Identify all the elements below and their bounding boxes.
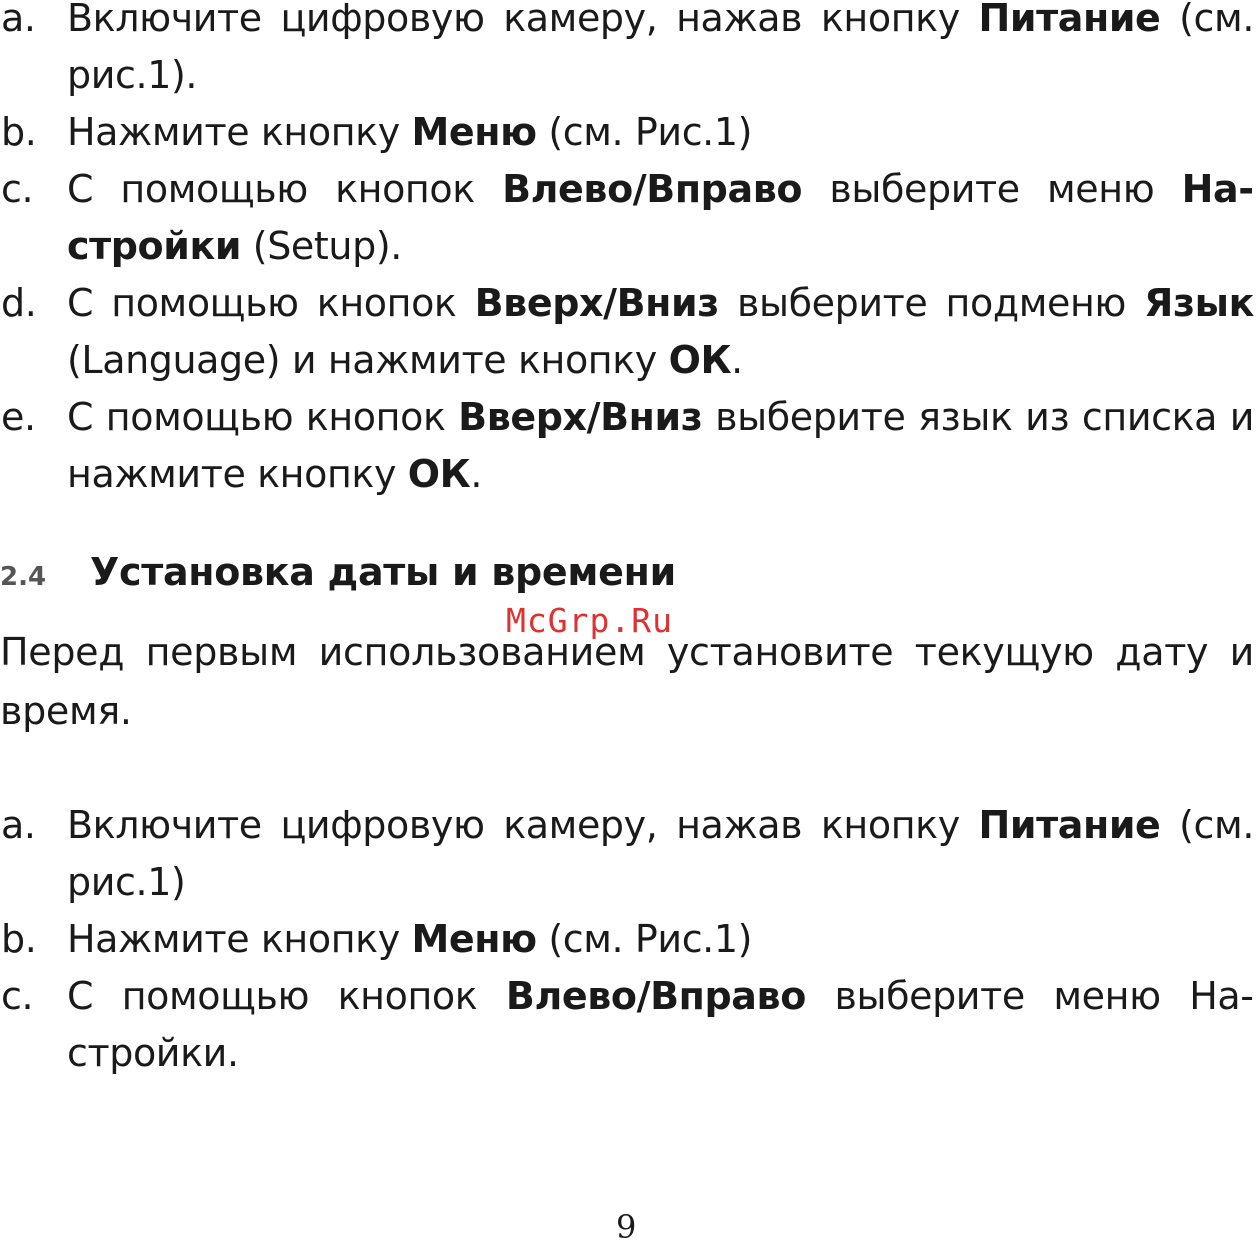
item-text: выберите язык из списка и нажмите кнопку — [67, 395, 1254, 496]
item-text: выберите меню Настройки. — [67, 974, 1254, 1075]
item-bold-text: Меню — [411, 110, 537, 154]
list-marker: a. — [1, 0, 36, 40]
list-marker: c. — [1, 167, 34, 211]
list-marker: d. — [1, 281, 37, 325]
instruction-list-datetime — [0, 797, 1254, 1082]
item-text: . — [731, 338, 743, 382]
item-text: Нажмите кнопку — [67, 917, 412, 961]
list-item — [0, 968, 1254, 1082]
page-number: 9 — [616, 1208, 637, 1246]
item-text: (см. рис.1). — [67, 0, 1254, 97]
list-item — [0, 104, 1254, 161]
item-text: С помощью кнопок — [67, 395, 459, 439]
item-text: С помощью кнопок — [67, 167, 503, 211]
item-bold-text: Питание — [978, 0, 1161, 40]
item-text: выберите подменю — [718, 281, 1145, 325]
item-text: (Setup). — [241, 224, 402, 268]
item-bold-text: Влево/Вправо — [502, 167, 803, 211]
instruction-list-language — [0, 0, 1254, 503]
list-item — [0, 911, 1254, 968]
item-text: С помощью кнопок — [67, 974, 506, 1018]
list-item — [0, 389, 1254, 503]
item-bold-text: Питание — [978, 803, 1161, 847]
item-bold-text: Вверх/Вниз — [458, 395, 703, 439]
list-item — [0, 161, 1254, 275]
list-marker: c. — [1, 974, 34, 1018]
list-marker: b. — [1, 917, 37, 961]
item-bold-text: Вверх/Вниз — [474, 281, 719, 325]
item-bold-text: Настройки — [67, 167, 1254, 268]
item-text: Нажмите кнопку — [67, 110, 412, 154]
item-text: Включите цифровую камеру, нажав кнопку — [67, 0, 979, 40]
section-number: 2.4 — [0, 562, 47, 592]
item-text: С помощью кнопок — [67, 281, 475, 325]
item-text: (см. рис.1) — [67, 803, 1254, 904]
list-marker: e. — [1, 395, 36, 439]
list-marker: b. — [1, 110, 37, 154]
item-bold-text: Влево/Вправо — [505, 974, 806, 1018]
item-text: (см. Рис.1) — [536, 110, 753, 154]
item-bold-text: ОК — [668, 338, 732, 382]
intro-paragraph: Перед первым использованием установите текущую дату и время. — [0, 630, 1254, 733]
item-text: . — [470, 452, 482, 496]
list-item — [0, 797, 1254, 911]
item-text: (см. Рис.1) — [536, 917, 753, 961]
item-bold-text: ОК — [407, 452, 471, 496]
item-bold-text: Язык — [1144, 281, 1255, 325]
item-bold-text: Меню — [411, 917, 537, 961]
watermark: McGrp.Ru — [506, 601, 673, 640]
section-title: Установка даты и времени — [90, 550, 676, 594]
list-marker: a. — [1, 803, 36, 847]
item-text: (Language) и нажмите кнопку — [67, 338, 669, 382]
section-heading — [0, 546, 676, 603]
list-item — [0, 275, 1254, 389]
list-item — [0, 0, 1254, 104]
item-text: Включите цифровую камеру, нажав кнопку — [67, 803, 979, 847]
item-text: выберите меню — [802, 167, 1182, 211]
